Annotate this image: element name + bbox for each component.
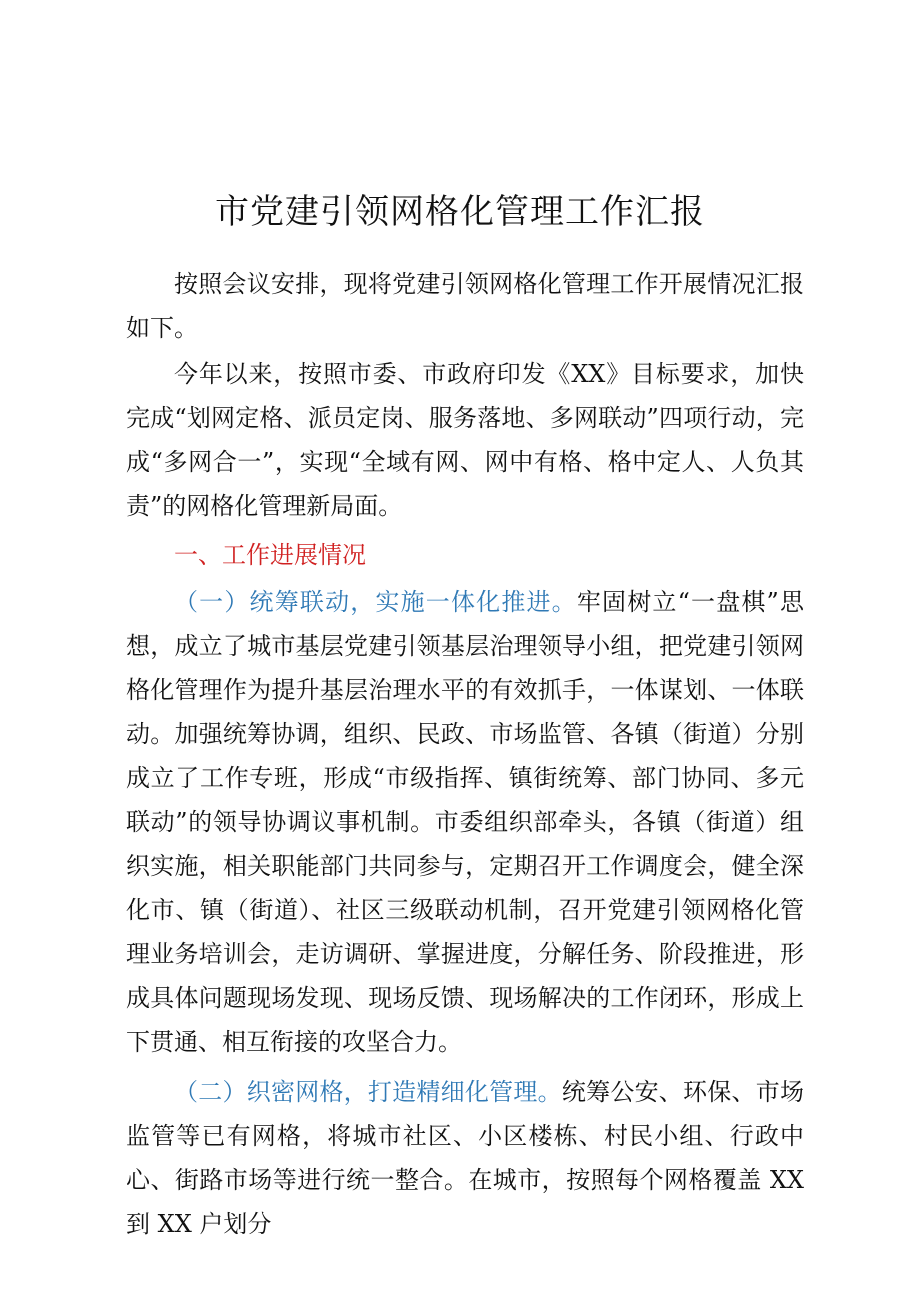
subsection-2-heading: （二）织密网格，打造精细化管理。	[174, 1078, 562, 1106]
document-title: 市党建引领网格化管理工作汇报	[215, 192, 705, 232]
document-body	[126, 262, 804, 1246]
subsection-2-body: 统筹公安、环保、市场监管等已有网格，将城市社区、小区楼栋、村民小组、行政中心、街路市场等进行统一整合。在城市，按照每个网格覆盖 XX 到 XX 户划分	[126, 1078, 805, 1238]
subsection-1-paragraph	[126, 580, 804, 1064]
subsection-1-body: 牢固树立“一盘棋”思想，成立了城市基层党建引领基层治理领导小组，把党建引领网格化管理作为提升基层治理水平的有效抓手，一体谋划、一体联动。加强统筹协调，组织、民政、市场监管、各镇（街道）分别成立了工作专班，形成“市级指挥、镇街统筹、部门协同、多元联动”的领导协调议事机制。市委组织部牵头，各镇（街道）组织实施，相关职能部门共同参与，定期召开工作调度会，健全深化市、镇（街道）、社区三级联动机制，召开党建引领网格化管理业务培训会，走访调研、掌握进度，分解任务、阶段推进，形成具体问题现场发现、现场反馈、现场解决的工作闭环，形成上下贯通、相互衔接的攻坚合力。	[126, 588, 805, 1056]
section-heading-1: 一、工作进展情况	[174, 541, 366, 569]
subsection-2-paragraph	[126, 1070, 804, 1246]
intro-paragraph: 按照会议安排，现将党建引领网格化管理工作开展情况汇报如下。	[126, 270, 804, 342]
subsection-1-heading: （一）统筹联动，实施一体化推进。	[174, 588, 577, 616]
overview-paragraph: 今年以来，按照市委、市政府印发《XX》目标要求，加快完成“划网定格、派员定岗、服务落地、多网联动”四项行动，完成“多网合一”，实现“全域有网、网中有格、格中定人、人负其责”的网格化管理新局面。	[126, 360, 804, 520]
